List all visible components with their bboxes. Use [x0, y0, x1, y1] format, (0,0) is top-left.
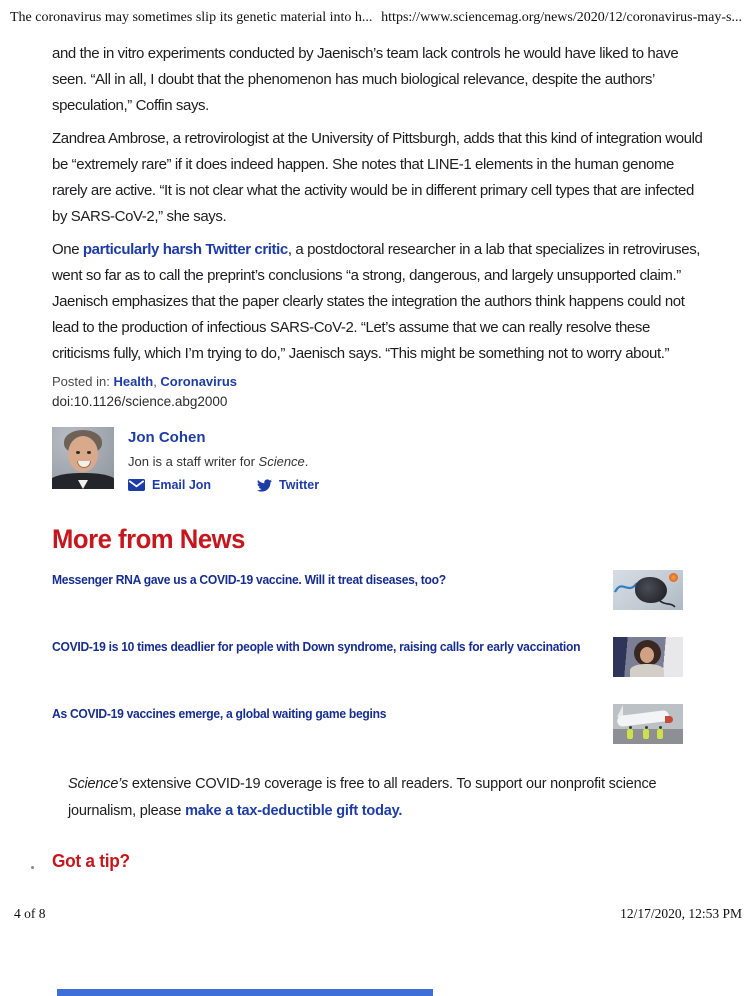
- category-link-health[interactable]: Health: [113, 374, 154, 389]
- author-bio: [128, 454, 319, 469]
- author-bio-period: .: [304, 454, 309, 469]
- posted-in-row: [52, 374, 711, 389]
- print-header: [0, 0, 755, 27]
- bottom-blue-bar: [57, 989, 433, 996]
- twitter-critic-link[interactable]: particularly harsh Twitter critic: [82, 241, 288, 258]
- twitter-link-label: Twitter: [279, 478, 320, 492]
- print-header-url: https://www.sciencemag.org/news/2020/12/coronavirus-may-s...: [381, 10, 742, 25]
- category-separator: ,: [153, 374, 161, 389]
- mrna-molecule-shape: [635, 577, 667, 603]
- related-article-row: [52, 637, 711, 677]
- paragraph-text-before: One: [52, 241, 83, 258]
- more-from-news-heading: More from News: [52, 524, 245, 554]
- orange-highlight-shape: [669, 573, 678, 582]
- twitter-bird-icon: [257, 479, 272, 492]
- paragraph-ambrose-quote: Zandrea Ambrose, a retrovirologist at the University of Pittsburgh, adds that this kind of integration would be “extremely rare” if it does indeed happen. She notes that LINE-1 elements in the human genome rarely are active. “It is not clear what the activity would be in different primary cell types that are infected by SARS-CoV-2,” she says.: [52, 130, 703, 225]
- posted-in-label: Posted in:: [52, 374, 110, 389]
- covid-coverage-note: [68, 771, 668, 825]
- doi-text: doi:10.1126/science.abg2000: [52, 394, 228, 409]
- email-link-label: Email Jon: [152, 478, 212, 492]
- related-article-row: [52, 570, 711, 610]
- plane-fuselage-shape: [617, 710, 670, 727]
- author-name-link[interactable]: Jon Cohen: [128, 429, 206, 446]
- support-note-text: extensive COVID-19 coverage is free to all readers. To support our nonprofit science journalism, please: [68, 776, 657, 819]
- author-twitter-link[interactable]: [257, 478, 319, 492]
- related-articles-list: [52, 570, 711, 744]
- author-links: [128, 478, 319, 492]
- email-author-link[interactable]: [128, 478, 211, 492]
- photo-face-shape: [640, 647, 654, 663]
- related-article-link-down-syndrome[interactable]: COVID-19 is 10 times deadlier for people with Down syndrome, raising calls for early vaccination: [52, 639, 581, 654]
- paragraph-coffin-quote: and the in vitro experiments conducted by Jaenisch’s team lack controls he would have liked to have seen. “All in all, I doubt that the phenomenon has much biological relevance, despite the authors’ speculation,” Coffin says.: [52, 45, 679, 114]
- related-article-row: [52, 704, 711, 744]
- article-thumbnail-mrna-illustration[interactable]: [613, 570, 683, 610]
- author-photo: [52, 427, 114, 489]
- author-bio-publication: Science: [258, 454, 305, 469]
- paragraph-text-after: , a postdoctoral researcher in a lab that specializes in retroviruses, went so far as to call the preprint’s conclusions “a strong, dangerous, and largely unsupported claim.” Jaenisch emphasizes that the paper clearly states the integration the authors think happens could not lead to the production of infectious SARS-CoV-2. “Let’s assume that we can really resolve these criticisms fully, which I’m trying to do,” Jaenisch says. “This might be something not to worry about.”: [52, 241, 701, 362]
- article-content: [0, 27, 755, 872]
- related-article-link-mrna[interactable]: Messenger RNA gave us a COVID-19 vaccine. Will it treat diseases, too?: [52, 572, 446, 587]
- hi-vis-worker-shape: [627, 729, 633, 739]
- page-indicator: 4 of 8: [14, 906, 46, 921]
- print-timestamp: 12/17/2020, 12:53 PM: [620, 906, 742, 921]
- donate-link[interactable]: make a tax-deductible gift today.: [185, 803, 403, 819]
- got-a-tip-link[interactable]: Got a tip?: [52, 851, 130, 871]
- hi-vis-worker-shape: [643, 729, 649, 739]
- hi-vis-worker-shape: [657, 729, 663, 739]
- related-article-link-waiting-game[interactable]: As COVID-19 vaccines emerge, a global waiting game begins: [52, 706, 387, 721]
- print-header-title: The coronavirus may sometimes slip its genetic material into h...: [10, 10, 373, 25]
- category-link-coronavirus[interactable]: Coronavirus: [160, 374, 237, 389]
- plane-nose-shape: [665, 716, 673, 723]
- print-footer: [14, 906, 742, 922]
- author-info: [128, 427, 319, 492]
- article-thumbnail-cargo-plane-photo[interactable]: [613, 704, 683, 744]
- author-block: [52, 427, 711, 492]
- envelope-icon: [128, 479, 145, 491]
- paragraph-twitter-critic: [52, 237, 711, 367]
- article-thumbnail-woman-photo[interactable]: [613, 637, 683, 677]
- author-bio-text: Jon is a staff writer for: [128, 454, 259, 469]
- support-note-publication: Science’s: [68, 776, 128, 792]
- photo-body-shape: [630, 664, 664, 677]
- avatar-eye: [87, 451, 91, 454]
- avatar-eye: [76, 451, 80, 454]
- scan-artifact-dot: [31, 866, 34, 869]
